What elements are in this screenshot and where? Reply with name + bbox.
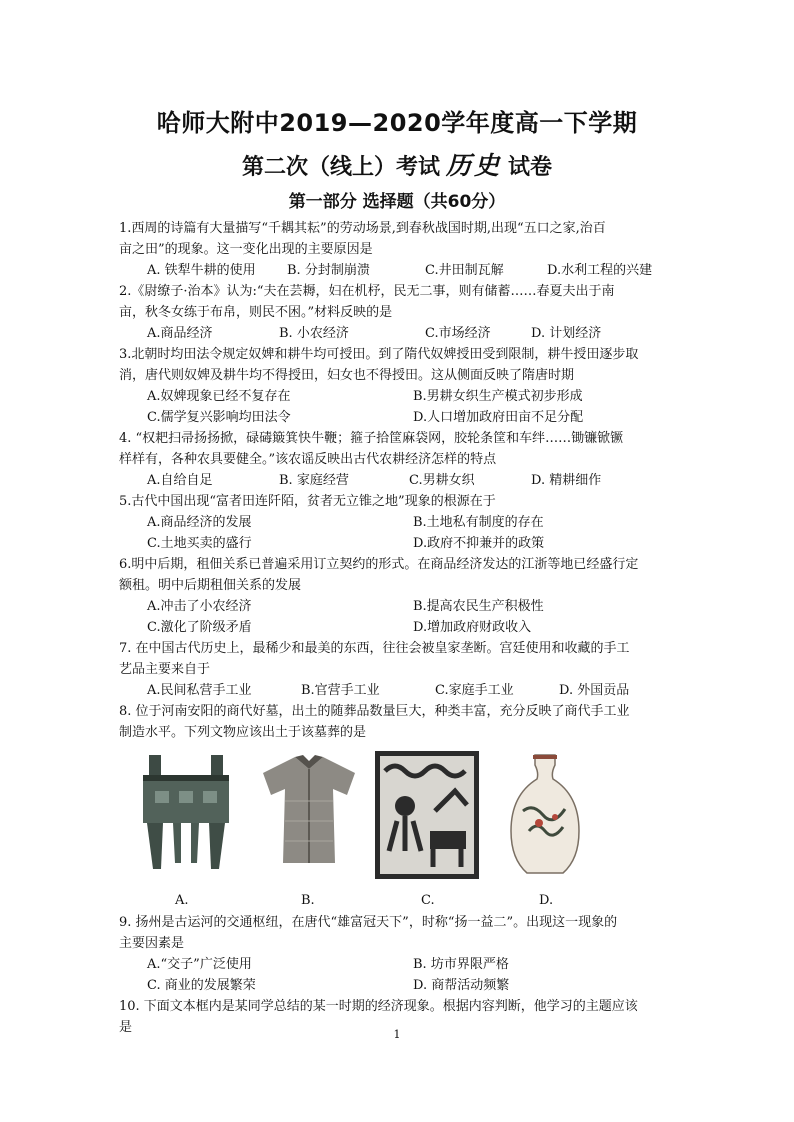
bronze-ding-image (135, 751, 237, 871)
options-row (119, 533, 679, 554)
question-3 (119, 344, 679, 428)
option-c: C.井田制瓦解 (425, 263, 504, 278)
question-9 (119, 912, 679, 996)
option-b: B.土地私有制度的存在 (413, 515, 544, 530)
option-a: A.冲击了小农经济 (147, 599, 252, 614)
options-row (119, 617, 679, 638)
options-row (119, 323, 679, 344)
option-a: A.自给自足 (147, 473, 213, 488)
option-c: C.儒学复兴影响均田法令 (147, 410, 291, 425)
question-text-line: 亩之田”的现象。这一变化出现的主要原因是 (119, 242, 373, 257)
options-row (119, 260, 679, 281)
image-label-b: B. (301, 893, 315, 908)
option-b: B. 分封制崩溃 (287, 263, 370, 278)
question-text-line: 10. 下面文本框内是某同学总结的某一时期的经济现象。根据内容判断，他学习的主题应该 (119, 999, 638, 1014)
option-c: C.市场经济 (425, 326, 491, 341)
option-d: D.增加政府财政收入 (413, 620, 532, 635)
option-c: C. 商业的发展繁荣 (147, 978, 256, 993)
image-label-c: C. (421, 893, 435, 908)
question-text-line: 7. 在中国古代历史上，最稀少和最美的东西，往往会被皇家垄断。宫廷使用和收藏的手工 (119, 641, 630, 656)
options-row (119, 386, 679, 407)
option-a: A. 铁犁牛耕的使用 (147, 263, 256, 278)
question-text-line: 3.北朝时均田法令规定奴婢和耕牛均可授田。到了隋代奴婢授田受到限制，耕牛授田逐步取 (119, 347, 639, 362)
option-a: A.“交子”广泛使用 (147, 957, 252, 972)
artifact-labels (119, 886, 679, 912)
question-8 (119, 701, 679, 912)
question-text-line: 2.《尉缭子·治本》认为:“夫在芸耨，妇在机杼，民无二事，则有储蓄……春夏夫出于南 (119, 284, 615, 299)
section-title: 第一部分 选择题（共60分） (288, 192, 506, 212)
exam-title: 哈师大附中2019—2020学年度高一下学期 (156, 109, 638, 137)
subtitle-post: 试卷 (508, 155, 553, 180)
question-5 (119, 491, 679, 554)
subject-name: 历史 (445, 151, 502, 180)
options-row (119, 975, 679, 996)
options-row (119, 954, 679, 975)
option-b: B.男耕女织生产模式初步形成 (413, 389, 583, 404)
question-text-line: 9. 扬州是古运河的交通枢纽，在唐代“雄富冠天下”，时称“扬一益二”。出现这一现象的 (119, 915, 618, 930)
question-text-line: 8. 位于河南安阳的商代好墓，出土的随葬品数量巨大，种类丰富，充分反映了商代手工业 (119, 704, 630, 719)
option-d: D. 商帮活动频繁 (413, 978, 510, 993)
porcelain-vase-image (499, 751, 591, 879)
option-b: B.提高农民生产积极性 (413, 599, 544, 614)
stone-rubbing-image (375, 751, 479, 879)
question-text-line: 样样有，各种农具要健全。”该农谣反映出古代农耕经济怎样的特点 (119, 452, 497, 467)
question-text-line: 是 (119, 1020, 133, 1035)
question-text-line: 艺品主要来自于 (119, 662, 211, 677)
question-text-line: 制造水平。下列文物应该出土于该墓葬的是 (119, 725, 367, 740)
question-7 (119, 638, 679, 701)
silk-robe-image (255, 751, 363, 871)
option-b: B. 小农经济 (279, 326, 349, 341)
option-b: B. 坊市界限严格 (413, 957, 509, 972)
options-row (119, 680, 679, 701)
subtitle-pre: 第二次（线上）考试 (241, 155, 440, 180)
option-a: A.民间私营手工业 (147, 683, 252, 698)
question-text-line: 亩，秋冬女练于布帛，则民不困。”材料反映的是 (119, 305, 393, 320)
options-row (119, 407, 679, 428)
question-6 (119, 554, 679, 638)
question-text-line: 6.明中后期，租佃关系已普遍采用订立契约的形式。在商品经济发达的江浙等地已经盛行定 (119, 557, 639, 572)
option-c: C.土地买卖的盛行 (147, 536, 252, 551)
exam-subtitle (0, 146, 794, 182)
question-text-line: 消，唐代则奴婢及耕牛均不得授田，妇女也不得授田。这从侧面反映了隋唐时期 (119, 368, 575, 383)
options-row (119, 512, 679, 533)
option-a: A.商品经济的发展 (147, 515, 252, 530)
question-1 (119, 218, 679, 281)
question-text-line: 4. “权耙扫帚扬扬掀，碌碡簸箕快牛鞭；箍子拾筐麻袋网，胶轮条筐和车绊……锄镰锨镢 (119, 431, 624, 446)
option-d: D. 外国贡品 (559, 683, 630, 698)
option-b: B.官营手工业 (301, 683, 380, 698)
page-number: 1 (393, 1028, 401, 1041)
image-label-a: A. (175, 893, 189, 908)
option-a: A.奴婢现象已经不复存在 (147, 389, 291, 404)
option-c: C.激化了阶级矛盾 (147, 620, 252, 635)
option-c: C.家庭手工业 (435, 683, 514, 698)
option-d: D. 计划经济 (531, 326, 602, 341)
option-a: A.商品经济 (147, 326, 213, 341)
image-label-d: D. (539, 893, 554, 908)
option-d: D.人口增加政府田亩不足分配 (413, 410, 584, 425)
option-c: C.男耕女织 (409, 473, 475, 488)
question-list (119, 218, 679, 1038)
option-d: D.政府不抑兼并的政策 (413, 536, 545, 551)
options-row (119, 470, 679, 491)
question-4 (119, 428, 679, 491)
question-text-line: 1.西周的诗篇有大量描写“千耦其耘”的劳动场景,到春秋战国时期,出现“五口之家,治百 (119, 221, 606, 236)
options-row (119, 596, 679, 617)
option-d: D.水利工程的兴建 (547, 263, 653, 278)
question-text-line: 5.古代中国出现“富者田连阡陌，贫者无立锥之地”现象的根源在于 (119, 494, 496, 509)
option-b: B. 家庭经营 (279, 473, 349, 488)
question-text-line: 额租。明中后期租佃关系的发展 (119, 578, 302, 593)
question-2 (119, 281, 679, 344)
artifact-images (119, 751, 679, 886)
option-d: D. 精耕细作 (531, 473, 602, 488)
question-text-line: 主要因素是 (119, 936, 185, 951)
